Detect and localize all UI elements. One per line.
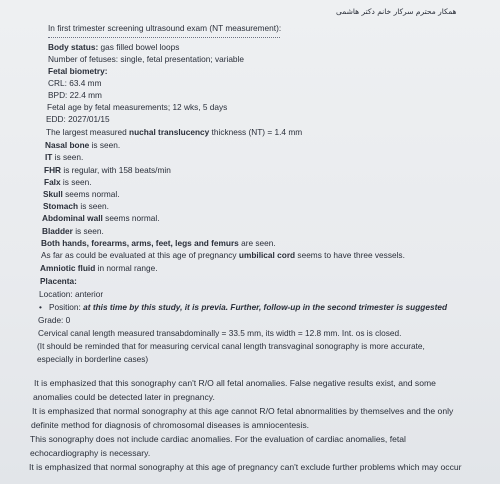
placenta-heading: Placenta: xyxy=(40,276,77,286)
biometry-heading: Fetal biometry: xyxy=(48,66,108,76)
abdominal-wall-finding: Abdominal wall seems normal. xyxy=(42,213,160,223)
disclaimer-3-line-2: echocardiography is necessary. xyxy=(30,448,151,458)
falx-finding: Falx is seen. xyxy=(44,177,92,187)
disclaimer-3-line-1: This sonography does not include cardiac anomalies. For the evaluation of cardiac anomalies, fetal xyxy=(30,434,406,444)
placenta-grade: Grade: 0 xyxy=(38,315,71,325)
exam-intro: In first trimester screening ultrasound exam (NT measurement): xyxy=(48,23,282,33)
edd-value: EDD: 2027/01/15 xyxy=(46,114,110,124)
bladder-finding: Bladder is seen. xyxy=(42,226,104,236)
reminder-line-2: especially in borderline cases) xyxy=(37,354,149,364)
fetal-age: Fetal age by fetal measurements; 12 wks, 5 days xyxy=(47,102,228,112)
disclaimer-2-line-1: It is emphasized that normal sonography at this age cannot R/O fetal abnormalities by themselves and the only xyxy=(32,406,454,416)
bpd-value: BPD: 22.4 mm xyxy=(48,90,102,100)
umbilical-cord-finding: As far as could be evaluated at this age of pregnancy umbilical cord seems to have three vessels. xyxy=(41,250,405,260)
placenta-position: • Position: at this time by this study, it is previa. Further, follow-up in the second trimester is suggested xyxy=(39,302,448,312)
bullet-icon: • xyxy=(39,302,42,312)
placenta-location: Location: anterior xyxy=(39,289,104,299)
reminder-line-1: (It should be reminded that for measuring cervical canal length transvaginal sonography is more accurate, xyxy=(37,341,425,351)
skull-finding: Skull seems normal. xyxy=(43,189,120,199)
body-status: Body status: gas filled bowel loops xyxy=(48,42,180,52)
limbs-finding: Both hands, forearms, arms, feet, legs and femurs are seen. xyxy=(41,238,276,248)
disclaimer-1-line-2: anomalies could be detected later in pregnancy. xyxy=(33,392,215,402)
disclaimer-4-line-1: It is emphasized that normal sonography at this age of pregnancy can't exclude further problems which may occur xyxy=(29,462,462,472)
disclaimer-1-line-1: It is emphasized that this sonography can't R/O all fetal anomalies. False negative results exist, and some xyxy=(34,378,436,388)
cervical-canal: Cervical canal length measured transabdominally = 33.5 mm, its width = 12.8 mm. Int. os is closed. xyxy=(38,328,402,338)
nt-measurement: The largest measured nuchal translucency thickness (NT) = 1.4 mm xyxy=(46,127,303,137)
crl-value: CRL: 63.4 mm xyxy=(48,78,102,88)
fetus-count: Number of fetuses: single, fetal presentation; variable xyxy=(48,54,245,64)
stomach-finding: Stomach is seen. xyxy=(43,201,109,211)
addressee-persian: همکار محترم سرکار خانم دکتر هاشمی xyxy=(336,7,457,16)
it-finding: IT is seen. xyxy=(45,152,84,162)
nasal-bone: Nasal bone is seen. xyxy=(45,140,121,150)
disclaimer-2-line-2: definite method for diagnosis of chromosomal diseases is amniocentesis. xyxy=(31,420,310,430)
divider xyxy=(48,37,280,38)
fhr-finding: FHR is regular, with 158 beats/min xyxy=(44,165,171,175)
amniotic-fluid-finding: Amniotic fluid in normal range. xyxy=(40,263,158,273)
